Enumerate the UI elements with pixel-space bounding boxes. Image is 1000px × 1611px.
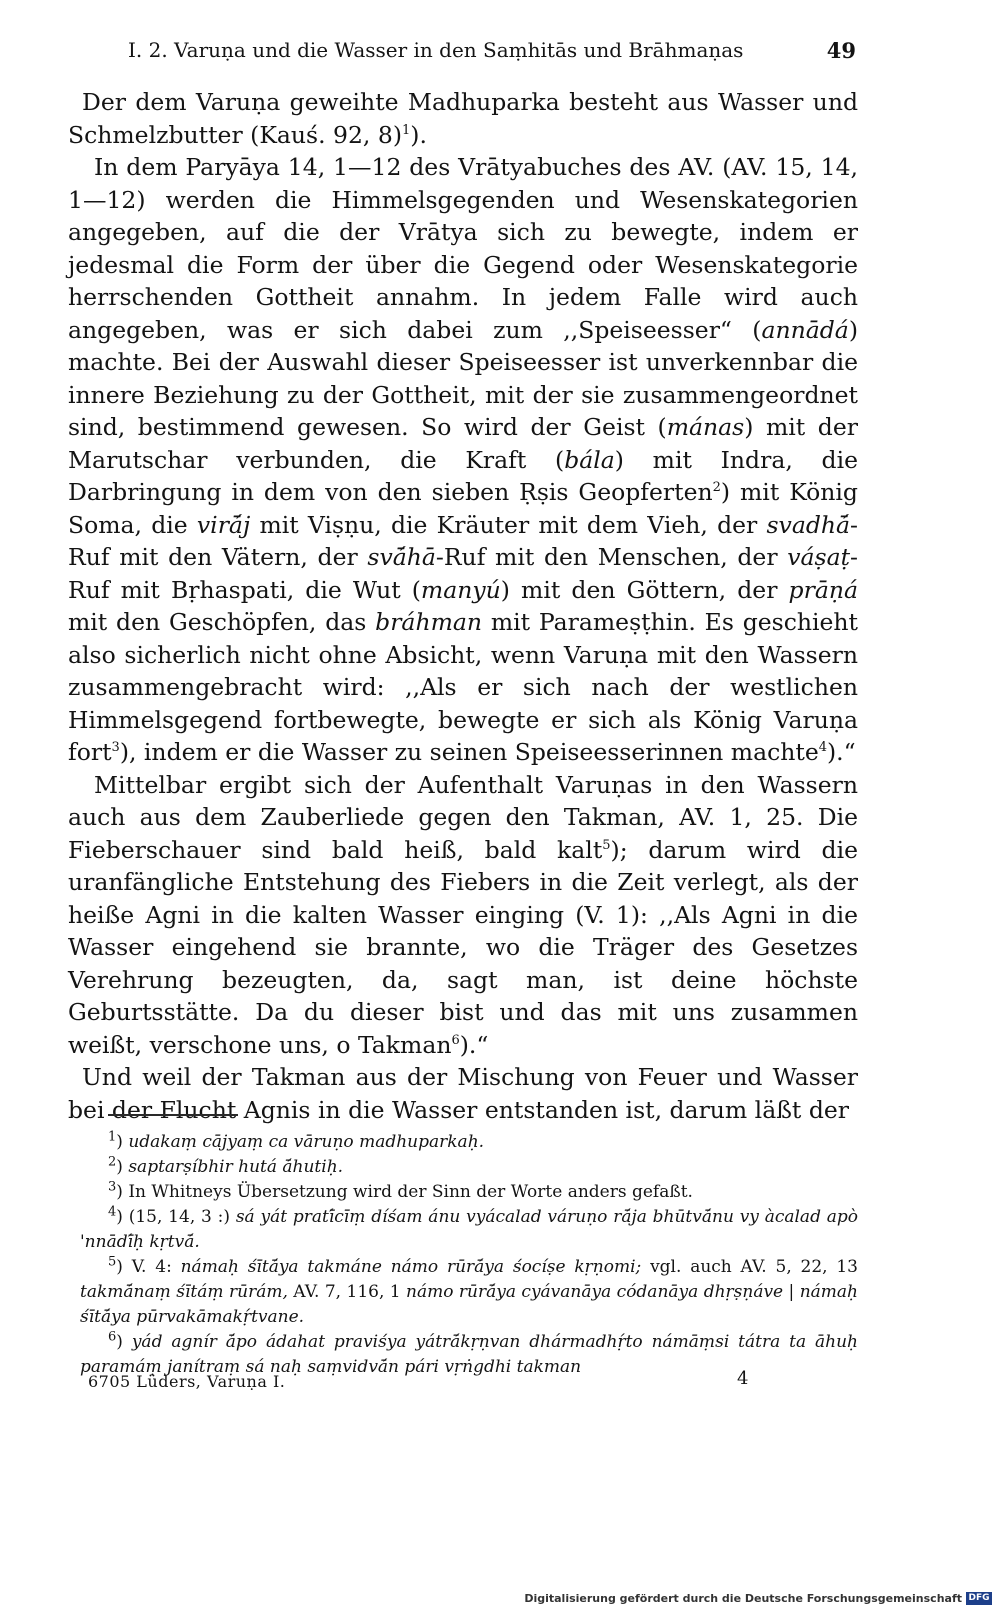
footnote-quote: námaḥ śītā́ya takmáne námo rūrā́ya śocíṣe kṛṇomi;: [180, 1257, 642, 1277]
footnotes: [80, 1130, 858, 1380]
footnote-ref-6: 6: [451, 1032, 460, 1048]
footnote-1: $^1$) udakaṃ cājyaṃ ca vāruṇo madhuparkaḥ.: [108, 1129, 485, 1152]
footnote-quote: námo rūrā́ya cyávanāya códanāya dhṛṣṇáve | námaḥ śītā́ya pūrvakāmakṛ́tvane.: [80, 1282, 858, 1327]
p2-f: mit Viṣṇu, die Kräuter mit dem Vieh, der: [250, 510, 767, 539]
p3-b: ); darum wird die uranfängliche Entstehung des Fiebers in die Zeit verlegt, als der heiße Agni in die kalten Wasser einging (V. 1): ,,Als Agni in die Wasser eingehend sie brannte, wo die Träger des Gesetzes Verehrung bezeugten, da, sagt man, ist deine höchste Geburtsstätte. Da du dieser bist und das mit uns zusammen weißt, verschone uns, o Takman: [68, 835, 858, 1059]
footnote-mark: 1: [108, 1129, 117, 1145]
running-header: [128, 38, 856, 63]
main-text: [68, 86, 858, 1126]
footnote-6: $^6$) yád agnír ā́po ádahat praviśya yátrā́kṛṇvan dhármadhṛ́to námāṃsi tátra ta āhuḥ paramáṃ janítraṃ sá naḥ saṃvidvā́n pári vṛṅgdhi takman: [80, 1329, 858, 1377]
footnote-mark: 4: [108, 1204, 117, 1220]
footnote-mark: 2: [108, 1154, 117, 1170]
p2-c: ) mit der Marutschar verbunden, die Kraft (: [68, 413, 858, 474]
paragraph-2: [68, 151, 858, 769]
page-number: 49: [826, 38, 856, 63]
footnote-ref: V. 4:: [131, 1257, 172, 1277]
term-manas: mánas: [666, 413, 745, 441]
footnote-mark: 5: [108, 1254, 117, 1270]
p1-end: ).: [410, 120, 427, 149]
paragraph-4: Und weil der Takman aus der Mischung von Feuer und Wasser bei der Flucht Agnis in die Wasser entstanden ist, darum läßt der: [68, 1063, 858, 1124]
footnote-text: udakaṃ cājyaṃ ca vāruṇo madhuparkaḥ.: [128, 1132, 485, 1152]
p2-i: -Ruf mit Bṛhaspati, die Wut (: [68, 543, 858, 604]
p2-a: In dem Paryāya 14, 1—12 des Vrātyabuches des AV. (AV. 15, 14, 1—12) werden die Himmelsgegenden und Wesenskategorien angegeben, auf die der Vrātya sich zu bewegte, indem er jedesmal die Form der über die Gegend oder Wesenskategorie herrschenden Gottheit annahm. In jedem Falle wird auch angegeben, was er sich dabei zum ,,Speiseesser“ (: [68, 153, 858, 344]
p2-g: -Ruf mit den Vätern, der: [68, 510, 858, 571]
footnote-2: $^2$) saptarṣíbhir hutá ā́hutiḥ.: [108, 1154, 344, 1177]
footnote-mark: 6: [108, 1329, 117, 1345]
p2-h: -Ruf mit den Menschen, der: [435, 543, 788, 571]
footnote-ref-4: 4: [818, 740, 828, 756]
p3-c: ).“: [459, 1030, 489, 1059]
p3-a: Mittelbar ergibt sich der Aufenthalt Varuṇas in den Wassern auch aus dem Zauberliede gegen den Takman, AV. 1, 25. Die Fieberschauer sind bald heiß, bald kalt: [68, 770, 858, 864]
digitization-credit: Digitalisierung gefördert durch die Deutsche Forschungsgemeinschaft: [524, 1592, 962, 1605]
p2-k: mit den Geschöpfen, das: [68, 608, 376, 636]
footnote-3: $^3$) In Whitneys Übersetzung wird der Sinn der Worte anders gefaßt.: [108, 1179, 693, 1202]
footnote-ref-1: 1: [402, 122, 411, 138]
term-svadha: svadhā́: [766, 510, 851, 539]
sheet-number: 4: [737, 1368, 749, 1389]
footnote-text: vgl. auch AV. 5, 22, 13: [650, 1257, 858, 1277]
footnote-text: yád agnír ā́po ádahat praviśya yátrā́kṛṇvan dhármadhṛ́to námāṃsi tátra ta āhuḥ paramáṃ janítraṃ sá naḥ saṃvidvā́n pári vṛṅgdhi takman: [80, 1332, 858, 1377]
footnote-ref-3: 3: [111, 740, 120, 756]
term-annada: annādá: [761, 315, 849, 344]
term-bala: bála: [564, 445, 615, 474]
p2-e: ) mit König Soma, die: [68, 478, 858, 539]
footnote-ref-2: 2: [712, 480, 721, 496]
term-brahman: bráhman: [375, 608, 483, 636]
p2-m: ), indem er die Wasser zu seinen Speiseesserinnen machte: [119, 738, 819, 766]
p2-n: ).“: [827, 738, 856, 766]
term-svaha: svā́hā: [367, 543, 436, 571]
p2-l: mit Parameṣṭhin. Es geschieht also sicherlich nicht ohne Absicht, wenn Varuṇa mit den Wassern zusammengebracht wird: ,,Als er sich nach der westlichen Himmelsgegend fortbewegte, bewegte er sich als König Varuṇa fort: [68, 608, 859, 766]
footnote-ref: (15, 14, 3 :): [128, 1207, 230, 1227]
footnote-ref-5: 5: [602, 837, 611, 853]
paragraph-3: [68, 769, 858, 1062]
footnote-4: $^4$) (15, 14, 3 :) sá yát pratī́cīṃ díśam ánu vyácalad váruṇo rā́ja bhūtvā́nu vy àcalad apò 'nnādī́ḥ kṛtvā́.: [80, 1204, 859, 1252]
footnote-mark: 3: [108, 1179, 117, 1195]
p2-d: ) mit Indra, die Darbringung in dem von den sieben Ṛṣis Geopferten: [68, 445, 858, 506]
footnote-text: saptarṣíbhir hutá ā́hutiḥ.: [128, 1157, 344, 1177]
footnote-text: AV. 7, 116, 1: [293, 1282, 401, 1302]
term-vasat: váṣaṭ: [787, 543, 851, 571]
running-title: I. 2. Varuṇa und die Wasser in den Saṃhitās und Brāhmaṇas: [128, 38, 744, 62]
p2-b: ) machte. Bei der Auswahl dieser Speiseesser ist unverkennbar die innere Beziehung zu der Gottheit, mit der sie zusammengeordnet sind, bestimmend gewesen. So wird der Geist (: [68, 315, 858, 441]
footnote-5: $^5$) V. 4: námaḥ śītā́ya takmáne námo rūrā́ya śocíṣe kṛṇomi; vgl. auch AV. 5, 22, 13 takmā́naṃ śītáṃ rūrám, AV. 7, 116, 1 námo rūrā́ya cyávanāya códanāya dhṛṣṇáve | námaḥ śītā́ya pūrvakāmakṛ́tvane.: [80, 1254, 858, 1327]
footnote-text: sá yát pratī́cīṃ díśam ánu vyácalad váruṇo rā́ja bhūtvā́nu vy àcalad apò 'nnādī́ḥ kṛtvā́.: [80, 1207, 859, 1252]
footnote-divider: [108, 1114, 238, 1116]
term-manyu: manyú: [420, 575, 501, 604]
term-viraj: virā́j: [196, 510, 251, 539]
term-prana: prāṇá: [788, 575, 858, 604]
paragraph-1: [68, 86, 858, 151]
footnote-quote: takmā́naṃ śītáṃ rūrám,: [80, 1282, 288, 1302]
printer-signature: 6705 Lüders, Varuṇa I.: [88, 1372, 286, 1391]
p2-j: ) mit den Göttern, der: [500, 575, 789, 604]
dfg-logo-icon: DFG: [966, 1592, 992, 1605]
footnote-text: In Whitneys Übersetzung wird der Sinn der Worte anders gefaßt.: [128, 1182, 693, 1202]
p1-text: Der dem Varuṇa geweihte Madhuparka besteht aus Wasser und Schmelzbutter (Kauś. 92, 8): [68, 88, 858, 149]
